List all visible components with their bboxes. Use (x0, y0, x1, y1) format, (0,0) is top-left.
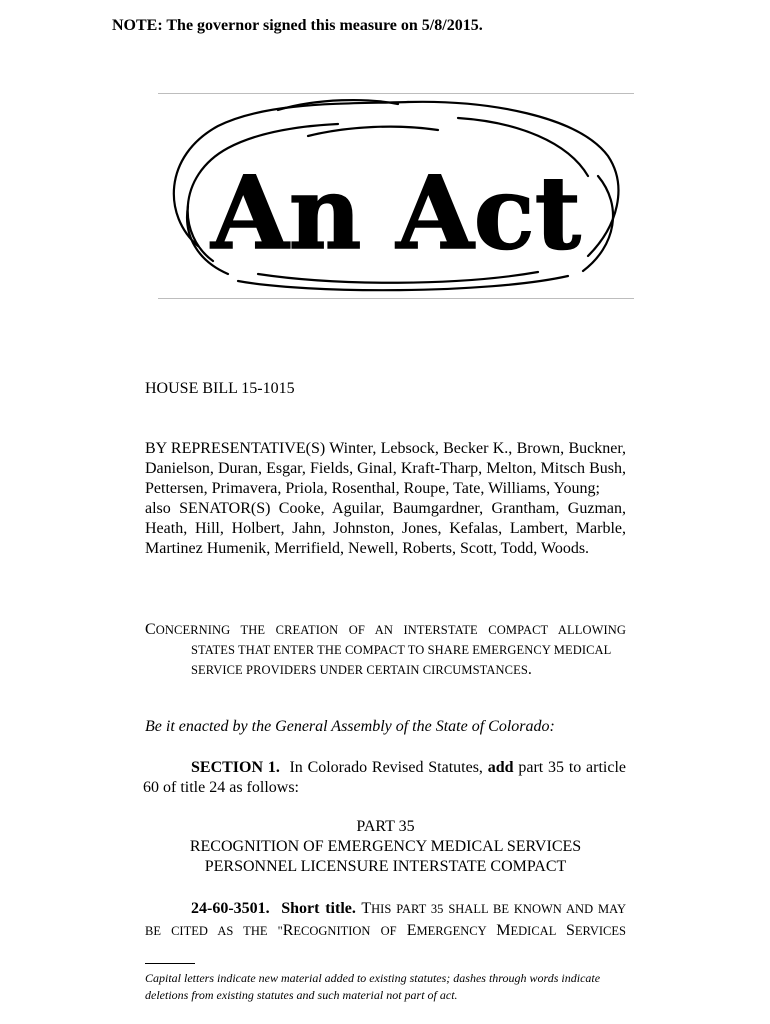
bill-title-rest: STATES THAT ENTER THE COMPACT TO SHARE EMERGENCY MEDICAL SERVICE PROVIDERS UNDER CERTAIN CIRCUMSTANCES. (191, 643, 611, 678)
section-1-action: add (487, 759, 514, 776)
governor-note: NOTE: The governor signed this measure on 5/8/2015. (112, 17, 483, 34)
footnote: Capital letters indicate new material added to existing statutes; dashes through words indicate deletions from existing statutes and such material not part of act. (145, 971, 601, 1002)
an-act-logo-text: An Act (211, 154, 581, 272)
sponsors-block (145, 439, 626, 559)
bill-title (145, 620, 626, 680)
section-1: SECTION 1. In Colorado Revised Statutes, add part 35 to article 60 of title 24 as follows: (143, 759, 627, 796)
bill-title-line1: CONCERNING THE CREATION OF AN INTERSTATE COMPACT ALLOWING (145, 621, 626, 638)
an-act-logo (158, 96, 634, 296)
section-1-label: SECTION 1. (191, 759, 280, 776)
bill-number: HOUSE BILL 15-1015 (145, 380, 295, 397)
section-heading: Short title. (281, 900, 356, 917)
footnote-rule (145, 963, 195, 964)
enacting-clause: Be it enacted by the General Assembly of the State of Colorado: (145, 718, 555, 735)
logo-bottom-rule (158, 298, 634, 299)
logo-top-rule (158, 93, 634, 94)
part-title-line1: RECOGNITION OF EMERGENCY MEDICAL SERVICES (189, 838, 582, 855)
senators-list: also SENATOR(S) Cooke, Aguilar, Baumgardner, Grantham, Guzman, Heath, Hill, Holbert, Jahn, Johnston, Jones, Kefalas, Lambert, Marble, Martinez Humenik, Merrifield, Newell, Roberts, Scott, Todd, Woods. (145, 500, 626, 557)
part-number: PART 35 (356, 818, 415, 835)
part-heading (145, 817, 626, 877)
section-number: 24-60-3501. (191, 900, 270, 917)
short-title-section: 24-60-3501. Short title. THIS PART 35 SHALL BE KNOWN AND MAY BE CITED AS THE "RECOGNITION OF EMERGENCY MEDICAL SERVICES (145, 900, 627, 939)
part-title-line2: PERSONNEL LICENSURE INTERSTATE COMPACT (204, 858, 567, 875)
representatives-list: BY REPRESENTATIVE(S) Winter, Lebsock, Becker K., Brown, Buckner, Danielson, Duran, Esgar, Fields, Ginal, Kraft-Tharp, Melton, Mitsch Bush, Pettersen, Primavera, Priola, Rosenthal, Roupe, Tate, Williams, Young; (145, 440, 626, 497)
